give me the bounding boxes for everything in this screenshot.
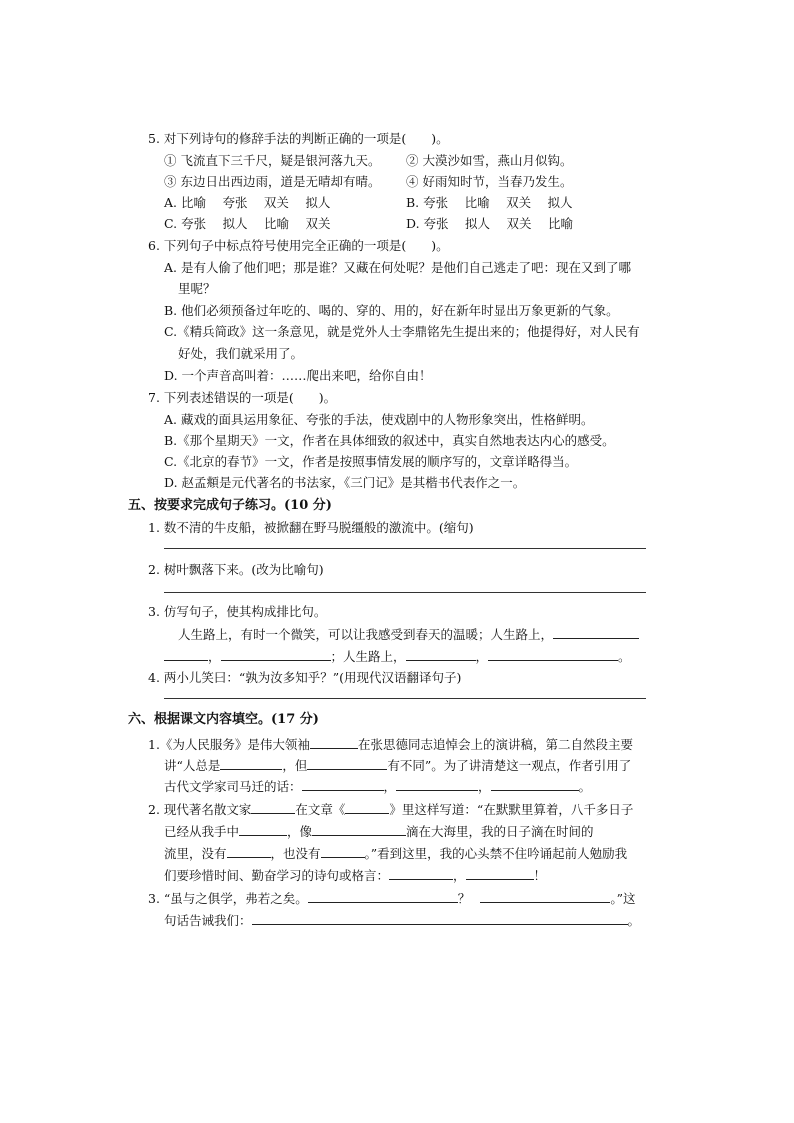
sec6-q1-line1 xyxy=(148,736,633,753)
q6-option-a-line1: A. 是有人偷了他们吧；那是谁？又藏在何处呢？是他们自己逃走了吧：现在又到了哪 xyxy=(164,260,631,275)
q7-option-a: A. 藏戏的面具运用象征、夸张的手法，使戏剧中的人物形象突出，性格鲜明。 xyxy=(164,412,594,427)
sec5-q3-blank-2[interactable] xyxy=(164,648,208,661)
sec6-q1-text-e: 有不同”。为了讲清楚这一观点，作者引用了 xyxy=(387,758,632,773)
sec6-q1-text-c: 讲“人总是 xyxy=(164,758,221,773)
q6-option-a-line2: 里呢？ xyxy=(178,281,216,296)
q5-poem-2: ② 大漠沙如雪，燕山月似钩。 xyxy=(406,153,573,168)
sec6-q1-text-f: 古代文学家司马迁的话： xyxy=(164,779,302,794)
sec6-q2-blank-4[interactable] xyxy=(312,823,406,836)
sec5-q3-comma-2: ， xyxy=(475,649,489,664)
sec6-q2-text-c: 》里这样写道：“在默默里算着，八千多日子 xyxy=(389,802,634,817)
sec5-q4-answer-line[interactable] xyxy=(164,698,646,699)
sec5-q3-line2 xyxy=(164,648,631,665)
sec5-q3-blank-3[interactable] xyxy=(221,648,331,661)
sec6-q1-text-a: 1.《为人民服务》是伟大领袖 xyxy=(148,737,310,752)
sec6-q2-blank-8[interactable] xyxy=(466,867,534,880)
sec6-q1-blank-6[interactable] xyxy=(491,778,579,791)
sec5-q3-blank-1[interactable] xyxy=(553,626,639,639)
sec6-q1-blank-4[interactable] xyxy=(302,778,384,791)
sec5-q3: 3. 仿写句子，使其构成排比句。 xyxy=(148,604,327,619)
q5-poem-4: ④ 好雨知时节，当春乃发生。 xyxy=(406,174,573,189)
q5-option-a: A. 比喻 夸张 双关 拟人 xyxy=(164,195,331,210)
section-5-title: 五、按要求完成句子练习。(10 分) xyxy=(128,498,332,513)
sec6-q1-comma-2: ， xyxy=(478,779,491,794)
sec6-q3-blank-1[interactable] xyxy=(308,890,458,903)
q5-option-b: B. 夸张 比喻 双关 拟人 xyxy=(406,195,573,210)
sec6-q2-text-j: 们要珍惜时间、勤奋学习的诗句或格言： xyxy=(164,868,390,883)
sec6-q2-text-h: ，也没有 xyxy=(270,846,321,861)
sec5-q2: 2. 树叶飘落下来。(改为比喻句) xyxy=(148,562,324,577)
q6-stem: 6. 下列句子中标点符号使用完全正确的一项是( )。 xyxy=(148,238,449,253)
sec6-q2-text-f: 滴在大海里，我的日子滴在时间的 xyxy=(406,824,594,839)
sec5-q2-answer-line[interactable] xyxy=(164,592,646,593)
sec6-q2-line4 xyxy=(164,867,546,884)
sec6-q2-blank-5[interactable] xyxy=(227,845,271,858)
sec6-q1-period: 。 xyxy=(578,779,592,794)
sec6-q3-blank-3[interactable] xyxy=(252,912,628,925)
q5-option-d: D. 夸张 拟人 双关 比喻 xyxy=(406,216,573,231)
sec6-q3-text-b: 。”这 xyxy=(610,891,636,906)
sec6-q2-blank-7[interactable] xyxy=(389,867,453,880)
sec6-q2-text-b: 在文章《 xyxy=(295,802,346,817)
q5-poem-1: ① 飞流直下三千尺，疑是银河落九天。 xyxy=(164,153,381,168)
sec5-q3-line1 xyxy=(178,626,639,643)
sec6-q2-blank-2[interactable] xyxy=(345,801,389,814)
sec6-q1-blank-2[interactable] xyxy=(220,757,282,770)
sec5-q1: 1. 数不清的牛皮船，被掀翻在野马脱缰般的激流中。(缩句) xyxy=(148,520,474,535)
sec6-q2-excl: ！ xyxy=(533,868,547,883)
q7-stem: 7. 下列表述错误的一项是( )。 xyxy=(148,390,337,405)
sec5-q3-blank-5[interactable] xyxy=(488,648,618,661)
sec5-q4: 4. 两小儿笑曰：“孰为汝多知乎？”(用现代汉语翻译句子) xyxy=(148,670,462,685)
sec6-q2-text-a: 2. 现代著名散文家 xyxy=(148,802,252,817)
sec6-q3-period: 。 xyxy=(627,913,641,928)
q7-option-c: C.《北京的春节》一文，作者是按照事情发展的顺序写的，文章详略得当。 xyxy=(164,454,578,469)
sec5-q3-prompt: 人生路上，有时一个微笑，可以让我感受到春天的温暖；人生路上， xyxy=(178,627,554,642)
sec6-q2-line3 xyxy=(164,845,627,862)
sec5-q3-end: 。 xyxy=(618,649,631,664)
q6-option-d: D. 一个声音高叫着：……爬出来吧，给你自由！ xyxy=(164,368,432,383)
sec6-q1-text-d: ，但 xyxy=(282,758,308,773)
sec6-q3-line1 xyxy=(148,890,635,907)
sec6-q2-text-i: 。”看到这里，我的心头禁不住吟诵起前人勉励我 xyxy=(364,846,628,861)
sec6-q1-blank-3[interactable] xyxy=(307,757,387,770)
sec5-q3-blank-4[interactable] xyxy=(406,648,476,661)
sec6-q2-blank-6[interactable] xyxy=(321,845,365,858)
q5-poem-3: ③ 东边日出西边雨，道是无晴却有晴。 xyxy=(164,174,381,189)
q6-option-c-line2: 好处，我们就采用了。 xyxy=(178,346,304,361)
sec6-q1-comma-1: ， xyxy=(383,779,397,794)
sec6-q2-text-g: 流里，没有 xyxy=(164,846,227,861)
sec6-q2-comma: ， xyxy=(453,868,466,883)
sec5-q3-comma: ， xyxy=(208,649,221,664)
sec6-q2-text-d: 已经从我手中 xyxy=(164,824,240,839)
q7-option-d: D. 赵孟頫是元代著名的书法家，《三门记》是其楷书代表作之一。 xyxy=(164,475,526,490)
sec6-q2-text-e: ，像 xyxy=(287,824,313,839)
sec6-q1-text-b: 在张思德同志追悼会上的演讲稿，第二自然段主要 xyxy=(357,737,633,752)
sec6-q1-line2 xyxy=(164,757,631,774)
sec5-q3-road: ；人生路上， xyxy=(330,649,406,664)
sec6-q2-blank-1[interactable] xyxy=(251,801,295,814)
sec6-q3-text-c: 句话告诫我们： xyxy=(164,913,252,928)
q6-option-c-line1: C.《精兵简政》这一条意见，就是党外人士李鼎铭先生提出来的；他提得好，对人民有 xyxy=(164,324,640,339)
sec6-q3-line2 xyxy=(164,912,640,929)
q7-option-b: B.《那个星期天》一文，作者在具体细致的叙述中，真实自然地表达内心的感受。 xyxy=(164,433,615,448)
sec6-q1-blank-5[interactable] xyxy=(396,778,478,791)
sec5-q1-answer-line[interactable] xyxy=(164,548,646,549)
q5-stem: 5. 对下列诗句的修辞手法的判断正确的一项是( )。 xyxy=(148,131,449,146)
sec6-q1-blank-1[interactable] xyxy=(310,736,358,749)
sec6-q2-blank-3[interactable] xyxy=(239,823,287,836)
sec6-q3-question-mark: ？ xyxy=(457,891,471,906)
q6-option-b: B. 他们必须预备过年吃的、喝的、穿的、用的，好在新年时显出万象更新的气象。 xyxy=(164,303,619,318)
sec6-q3-blank-2[interactable] xyxy=(480,890,610,903)
sec6-q1-line3 xyxy=(164,778,591,795)
sec6-q2-line2 xyxy=(164,823,594,840)
section-6-title: 六、根据课文内容填空。(17 分) xyxy=(128,712,319,727)
sec6-q2-line1 xyxy=(148,801,633,818)
q5-option-c: C. 夸张 拟人 比喻 双关 xyxy=(164,216,331,231)
sec6-q3-text-a: 3. “虽与之俱学，弗若之矣。 xyxy=(148,891,308,906)
